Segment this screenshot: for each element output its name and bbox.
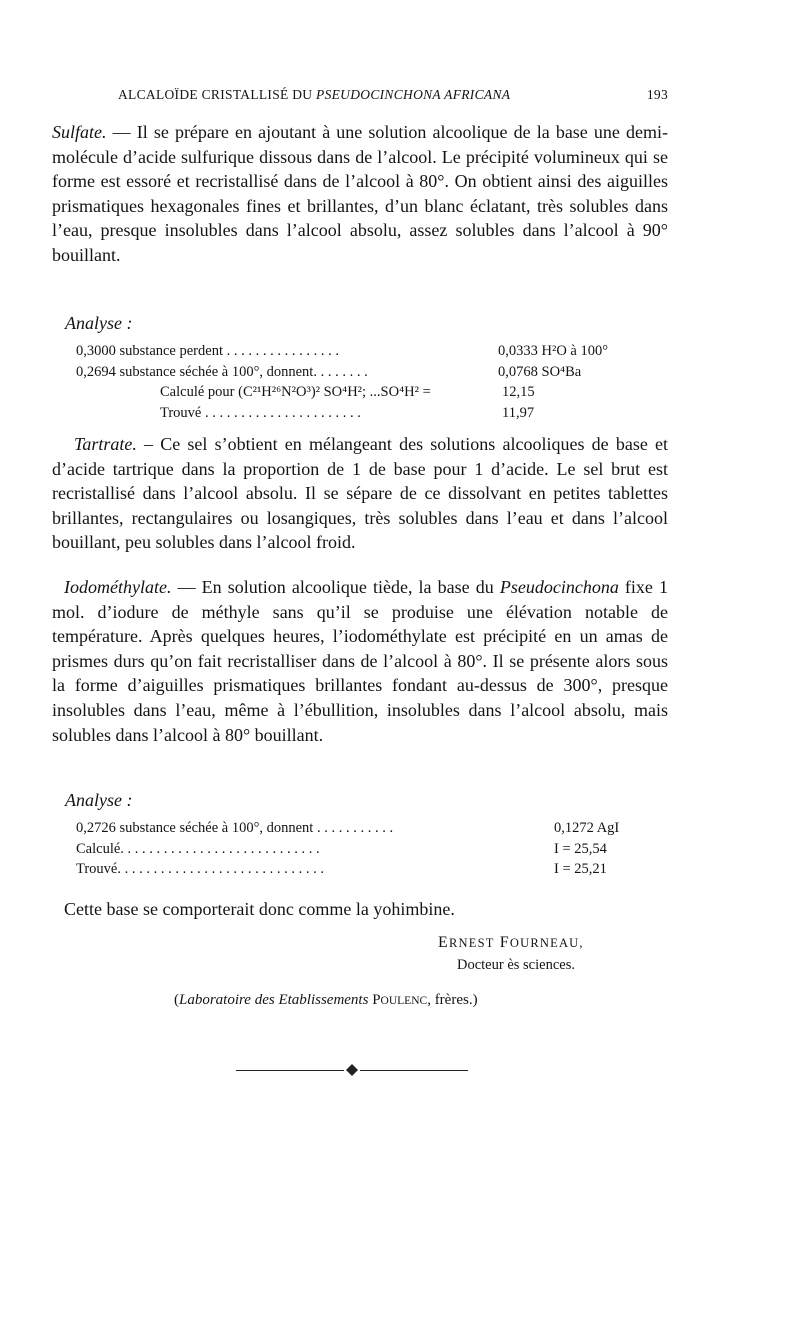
analysis-table-1 bbox=[76, 341, 636, 423]
analysis-row bbox=[76, 403, 636, 424]
paragraph-lead-iodomethylate: Iodométhylate. bbox=[64, 577, 172, 597]
running-head-italic: PSEUDOCINCHONA AFRICANA bbox=[316, 87, 511, 102]
author-first-rest: RNEST bbox=[448, 936, 495, 950]
analysis-value: 12,15 bbox=[502, 384, 535, 400]
end-ornament bbox=[236, 1064, 468, 1078]
diamond-icon bbox=[346, 1064, 358, 1076]
analysis-label: Calculé pour (C²¹H²⁶N²O³)² SO⁴H²; ...SO⁴H² = bbox=[160, 384, 431, 400]
analysis-value: 0,0333 H²O à 100° bbox=[498, 343, 609, 359]
analysis-value: 0,0768 SO⁴Ba bbox=[498, 363, 582, 380]
analysis-value: I = 25,21 bbox=[554, 861, 607, 877]
ornament-rule-left bbox=[236, 1070, 344, 1071]
species-name: Pseudocinchona bbox=[499, 577, 619, 597]
lab-close: , frères.) bbox=[427, 992, 478, 1008]
paragraph-lead-tartrate: Tartrate. bbox=[74, 434, 137, 454]
analysis-row bbox=[76, 859, 656, 880]
page-number: 193 bbox=[646, 87, 668, 102]
laboratory-note bbox=[174, 992, 478, 1009]
paragraph-text-sulfate: — Il se prépare en ajoutant à une solution alcoolique de la base une demi-molécule d’acide sulfurique dissous dans de l’alcool. Le précipité volumineux qui se forme est essoré et recristallisé dans de l’alcool à 80°. On obtient ainsi des aiguilles prismatiques hexagonales fines et brillantes, d’un blanc éclatant, très solubles dans l’eau, presque insolubles dans l’alcool absolu, assez solubles dans l’alcool à 90° bouillant. bbox=[52, 122, 668, 265]
paragraph-text-iodomethylate-a: — En solution alcoolique tiède, la base du bbox=[171, 577, 500, 597]
lab-name-initial: P bbox=[372, 992, 381, 1008]
analysis-row bbox=[76, 818, 656, 839]
analysis-row bbox=[76, 362, 636, 383]
lab-italic: Laboratoire des Etablissements bbox=[179, 992, 369, 1008]
author-initial-last: F bbox=[499, 934, 510, 951]
author-initial-first: E bbox=[438, 934, 449, 951]
author-name bbox=[438, 934, 584, 952]
running-head-text: ALCALOÏDE CRISTALLISÉ DU bbox=[118, 87, 317, 102]
lab-open-paren: ( bbox=[174, 992, 179, 1008]
analysis-table-2 bbox=[76, 818, 656, 880]
analysis-label: Trouvé . . . . . . . . . . . . . . . . . . . . . . bbox=[160, 404, 361, 421]
paragraph-text-tartrate: – Ce sel s’obtient en mélangeant des solutions alcooliques de base et d’acide tartrique dans la proportion de 1 de base pour 1 d’acide. Le sel brut est recristallisé dans l’alcool absolu. Il se sépare de ce dissolvant en petites tablettes brillantes, rectangulaires ou losangiques, très solubles dans l’eau et dans l’alcool bouillant, peu solubles dans l’alcool froid. bbox=[52, 434, 668, 553]
analysis-label: Trouvé. . . . . . . . . . . . . . . . . . . . . . . . . . . . . bbox=[76, 861, 324, 877]
paragraph-iodomethylate bbox=[52, 575, 668, 747]
analysis-row bbox=[76, 382, 636, 403]
analysis-value: 0,1272 AgI bbox=[554, 820, 620, 836]
analyse-heading-2: Analyse : bbox=[65, 790, 133, 810]
paragraph-lead-sulfate: Sulfate. bbox=[52, 122, 107, 142]
author-last-rest: OURNEAU, bbox=[509, 936, 584, 950]
running-head bbox=[118, 87, 510, 103]
analysis-label: 0,3000 substance perdent . . . . . . . . . . . . . . . . bbox=[76, 343, 339, 359]
paragraph-sulfate bbox=[52, 120, 668, 268]
ornament-rule-right bbox=[360, 1070, 468, 1071]
analysis-value: I = 25,54 bbox=[554, 840, 607, 857]
paragraph-tartrate bbox=[52, 432, 668, 555]
analysis-label: 0,2694 substance séchée à 100°, donnent. . . . . . . . bbox=[76, 363, 368, 380]
analysis-row bbox=[76, 839, 656, 860]
analysis-label: 0,2726 substance séchée à 100°, donnent . . . . . . . . . . . bbox=[76, 820, 394, 836]
conclusion: Cette base se comporterait donc comme la yohimbine. bbox=[64, 899, 455, 919]
author-title: Docteur ès sciences. bbox=[457, 957, 575, 973]
paragraph-text-iodomethylate-b: fixe 1 mol. d’iodure de méthyle sans qu’il se produise une élévation notable de température. Après quelques heures, l’iodométhylate est précipité en un amas de prismes durs qu’on fait recristalliser dans de l’alcool à 80°. Il se présente alors sous la forme d’aiguilles prismatiques brillantes fondant au-dessus de 300°, presque insolubles dans l’eau, même à l’ébullition, insolubles dans l’alcool absolu, mais solubles dans l’alcool à 80° bouillant. bbox=[52, 577, 669, 745]
analysis-label: Calculé. . . . . . . . . . . . . . . . . . . . . . . . . . . . bbox=[76, 840, 320, 857]
lab-name-rest: OULENC bbox=[380, 995, 428, 1007]
analysis-value: 11,97 bbox=[502, 404, 535, 421]
analysis-row bbox=[76, 341, 636, 362]
analyse-heading-1: Analyse : bbox=[65, 313, 133, 333]
